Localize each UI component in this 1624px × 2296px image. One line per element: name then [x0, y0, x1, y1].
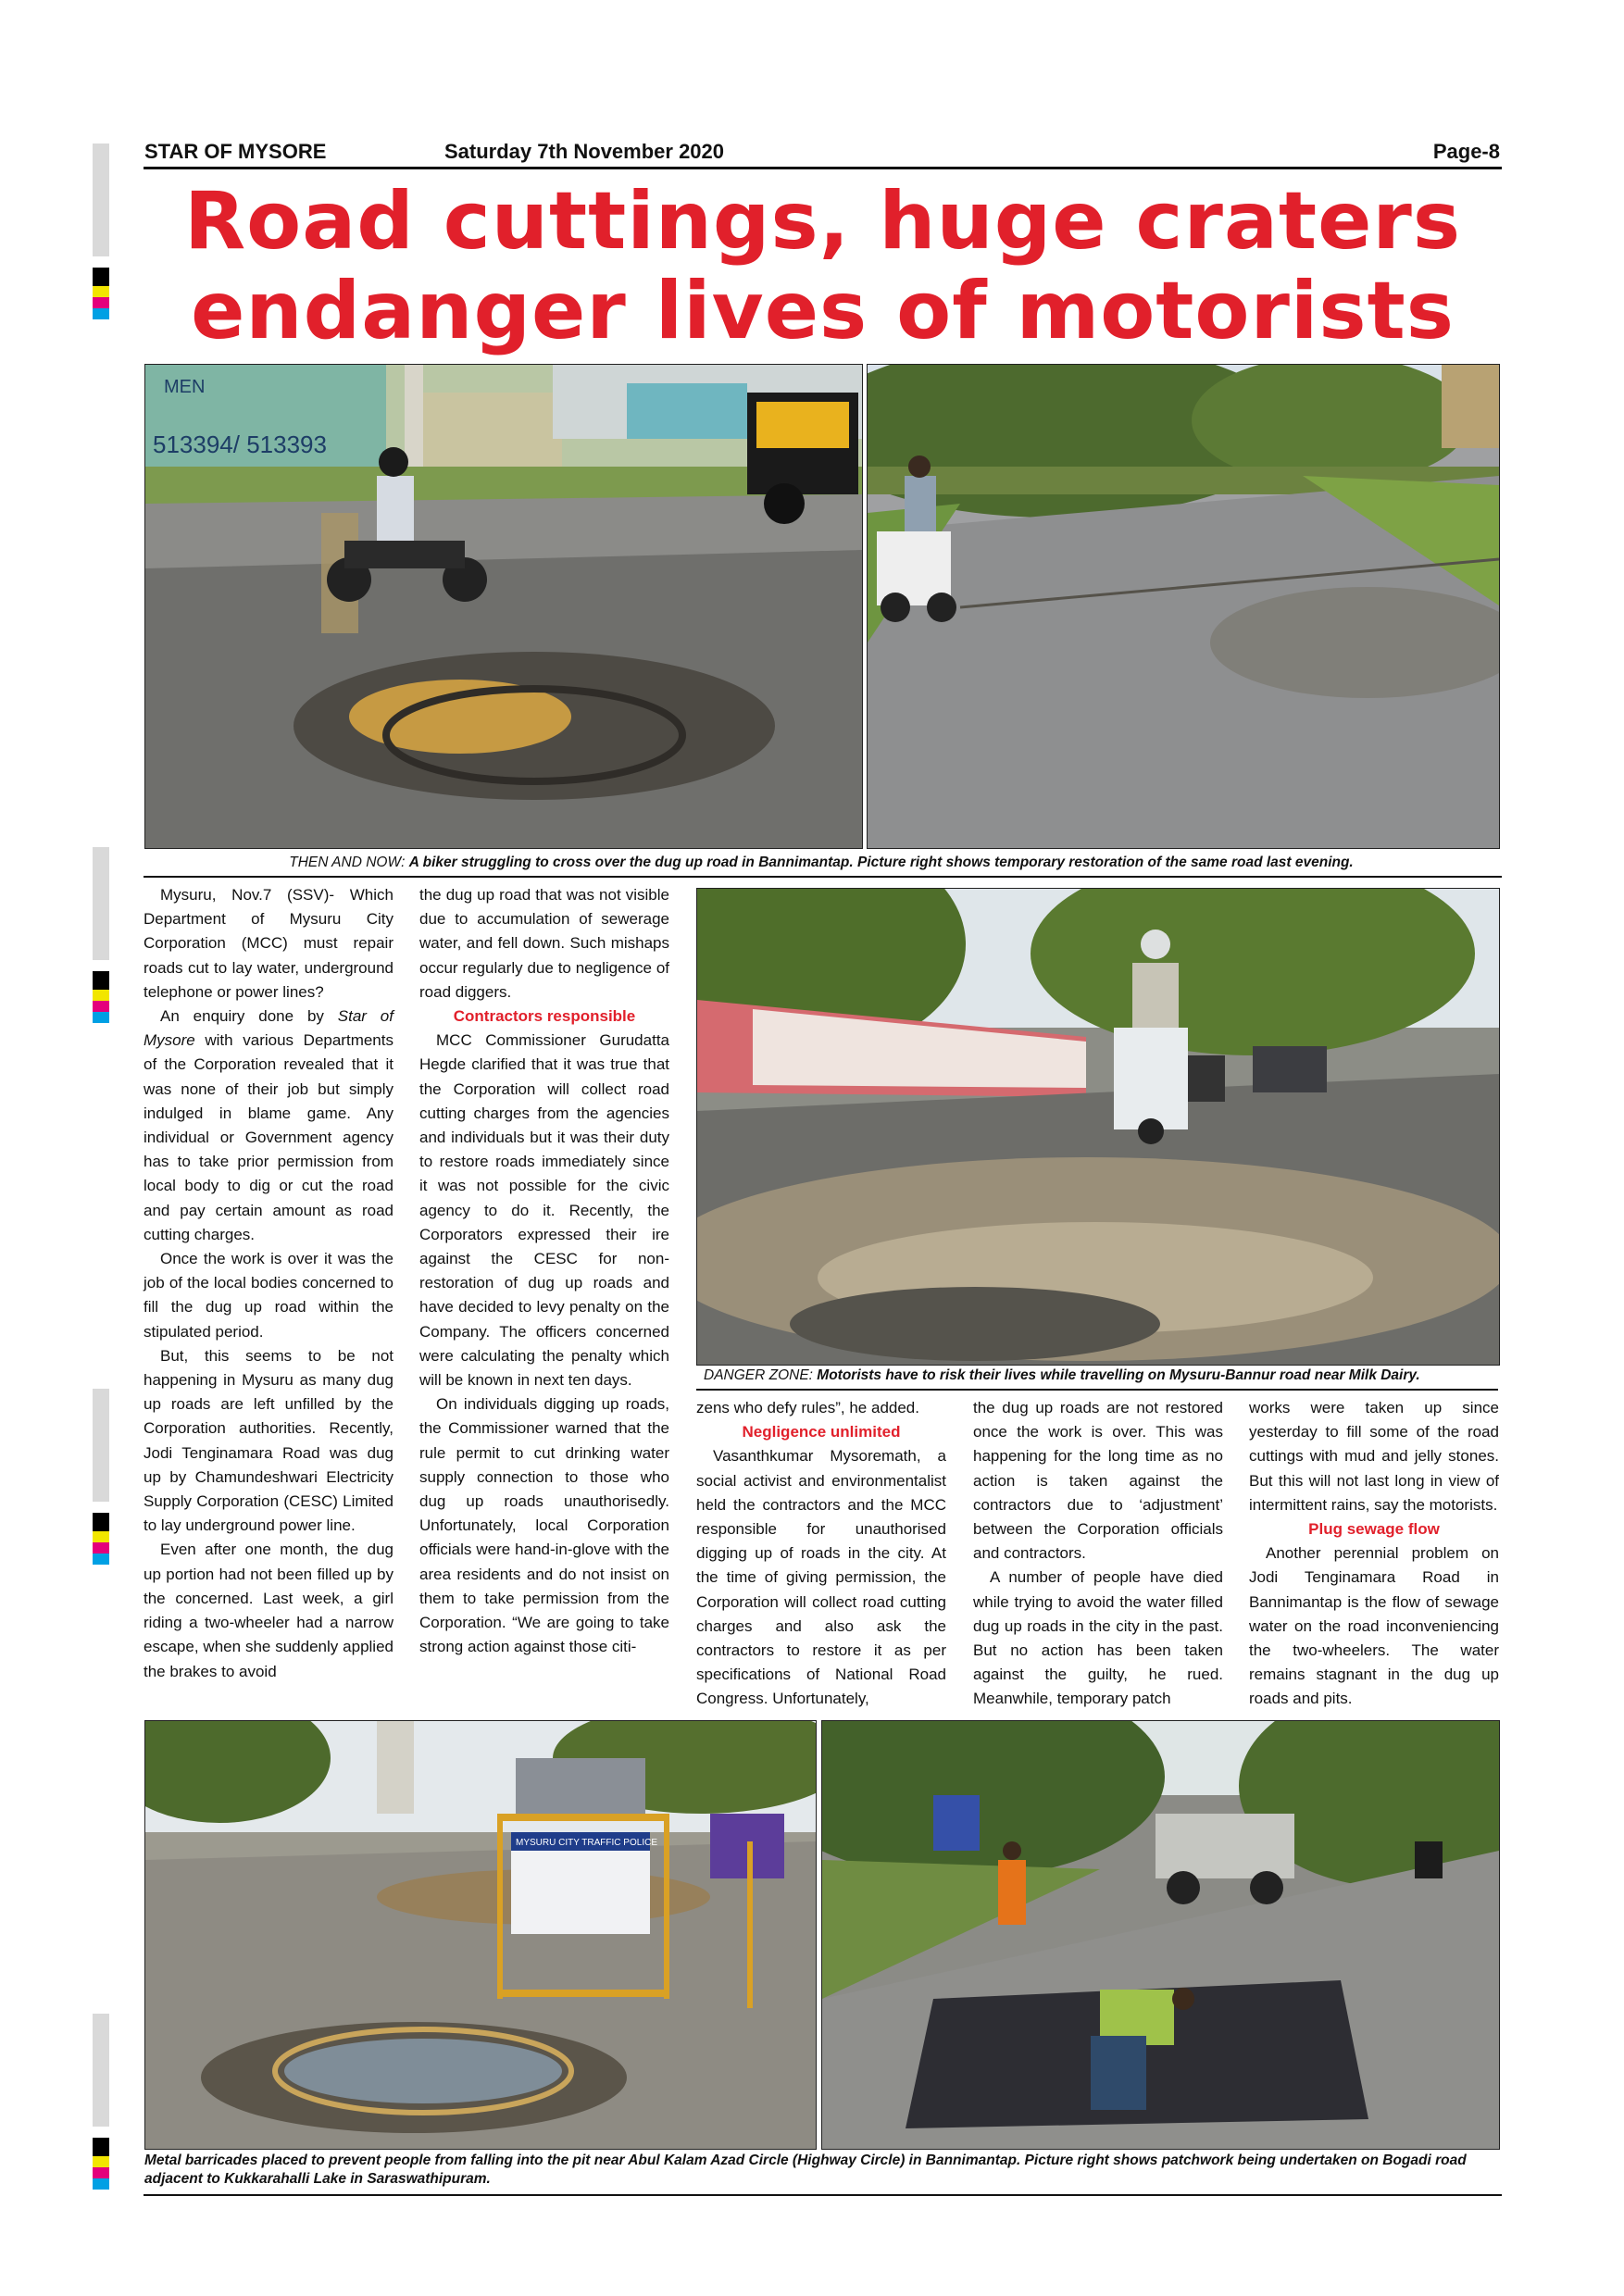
subheading-contractors-responsible: Contractors responsible [453, 1007, 636, 1026]
registration-bar-3 [93, 1389, 109, 1565]
headline-line-1: Road cuttings, huge craters [183, 175, 1462, 268]
paragraph: Once the work is over it was the job of the local bodies concerned to fill the dug up road within the stipulated period. [144, 1250, 394, 1341]
caption-rule-top [144, 876, 1502, 878]
subheading-negligence-unlimited: Negligence unlimited [742, 1423, 901, 1441]
paper-name: STAR OF MYSORE [144, 140, 327, 163]
registration-bar-1 [93, 144, 109, 319]
caption-text: Motorists have to risk their lives while travelling on Mysuru-Bannur road near Milk Dairy. [817, 1367, 1420, 1383]
caption-label: THEN AND NOW: [289, 855, 406, 870]
masthead-rule [144, 167, 1502, 169]
headline-line-2: endanger lives of motorists [191, 265, 1455, 357]
caption-label: DANGER ZONE: [704, 1367, 813, 1383]
paragraph: MCC Commissioner Gurudatta Hegde clarified that it was true that the Corporation will collect road cutting charges from the agencies and individuals but it was their duty to restore roads immediately since it was not possible for the civic agency to do it. Recently, the Corporators expressed their ire against the CESC for non-restoration of dug up roads and have decided to levy penalty on the Company. The officers concerned were calculating the penalty which will be known in next ten days. [419, 1031, 669, 1390]
article-column-5 [1249, 1396, 1499, 1712]
paragraph: Mysuru, Nov.7 (SSV)- Which Department of Mysuru City Corporation (MCC) must repair roads cut to lay water, underground telephone or power lines? [144, 886, 394, 1001]
page-number: Page-8 [1432, 140, 1500, 163]
paragraph: A number of people have died while trying to avoid the water filled dug up roads in the city in the past. But no action has been taken against the guilty, he rued. Meanwhile, temporary patch [973, 1568, 1223, 1708]
photo-danger-zone-road [696, 888, 1500, 1366]
issue-date: Saturday 7th November 2020 [444, 140, 725, 163]
photo-barricades-pit [144, 1720, 817, 2150]
paragraph: Another perennial problem on Jodi Tenginamara Road in Bannimantap is the flow of sewage water on the road inconveniencing the two-wheelers. The water remains stagnant in the dug up roads and pits. [1249, 1544, 1499, 1708]
caption-then-and-now [144, 854, 1498, 872]
article-column-1 [144, 883, 394, 1684]
article-column-4 [973, 1396, 1223, 1712]
paragraph: the dug up roads are not restored once the work is over. This was happening for the long time as no action is taken against the contractors due to ‘adjustment’ between the Corporation officials and contractors. [973, 1399, 1223, 1563]
article-column-2 [419, 883, 669, 1660]
caption-barricades-patchwork [144, 2152, 1498, 2189]
paragraph: zens who defy rules”, he added. [696, 1399, 919, 1416]
paragraph: the dug up road that was not visible due to accumulation of sewerage water, and fell down. Such mishaps occur regularly due to negligence of road diggers. [419, 886, 669, 1001]
article-column-3 [696, 1396, 946, 1712]
photo-road-patchwork [821, 1720, 1500, 2150]
caption-text: A biker struggling to cross over the dug up road in Bannimantap. Picture right shows temporary restoration of the same road last evening. [408, 855, 1354, 870]
registration-bar-4 [93, 2014, 109, 2190]
paragraph: On individuals digging up roads, the Commissioner warned that the rule permit to cut drinking water supply connection to those who dug up roads unauthorisedly. Unfortunately, local Corporation officials were hand-in-glove with the area residents and do not insist on them to take permission from the Corporation. “We are going to take strong action against those citi- [419, 1395, 669, 1656]
paragraph: works were taken up since yesterday to fill some of the road cuttings with mud and jelly stones. But this will not last long in view of intermittent rains, say the motorists. [1249, 1399, 1499, 1514]
paragraph: An enquiry done by Star of Mysore with various Departments of the Corporation revealed that it was none of their job but simply indulged in blame game. Any individual or Government agency has to take prior permission from local body to dig or cut the road and pay certain amount as road cutting charges. [144, 1007, 394, 1243]
caption-text: Metal barricades placed to prevent people from falling into the pit near Abul Kalam Azad Circle (Highway Circle) in Bannimantap. Picture right shows patchwork being undertaken on Bogadi road adjacent to Kukkarahalli Lake in Saraswathipuram. [144, 2152, 1467, 2187]
photo-biker-dug-up-road [144, 364, 863, 849]
paragraph: Vasanthkumar Mysoremath, a social activist and environmentalist held the contractors and the MCC responsible for unauthorised digging up of roads in the city. At the time of giving permission, the Corporation will collect road cutting charges and also ask the contractors to restore it as per specifications of National Road Congress. Unfortunately, [696, 1447, 946, 1708]
caption-rule-bottom [144, 2194, 1502, 2196]
caption-rule-middle [696, 1389, 1498, 1391]
paragraph: But, this seems to be not happening in Mysuru as many dug up roads are left unfilled by the Corporation authorities. Recently, Jodi Tenginamara Road was dug up by Chamundeshwari Electricity Supply Corporation (CESC) Limited to lay underground power line. [144, 1346, 394, 1535]
barricade-sign-text: MYSURU CITY TRAFFIC POLICE [516, 1838, 657, 1848]
paragraph: Even after one month, the dug up portion had not been filled up by the concerned. Last week, a girl riding a two-wheeler had a narrow escape, when she suddenly applied the brakes to avoid [144, 1541, 394, 1680]
registration-bar-2 [93, 847, 109, 1023]
shop-sign-text: MEN [164, 377, 206, 397]
shop-sign-number: 513394/ 513393 [153, 430, 327, 458]
caption-danger-zone [704, 1366, 1498, 1385]
subheading-plug-sewage-flow: Plug sewage flow [1308, 1520, 1440, 1539]
photo-restored-road [867, 364, 1500, 849]
